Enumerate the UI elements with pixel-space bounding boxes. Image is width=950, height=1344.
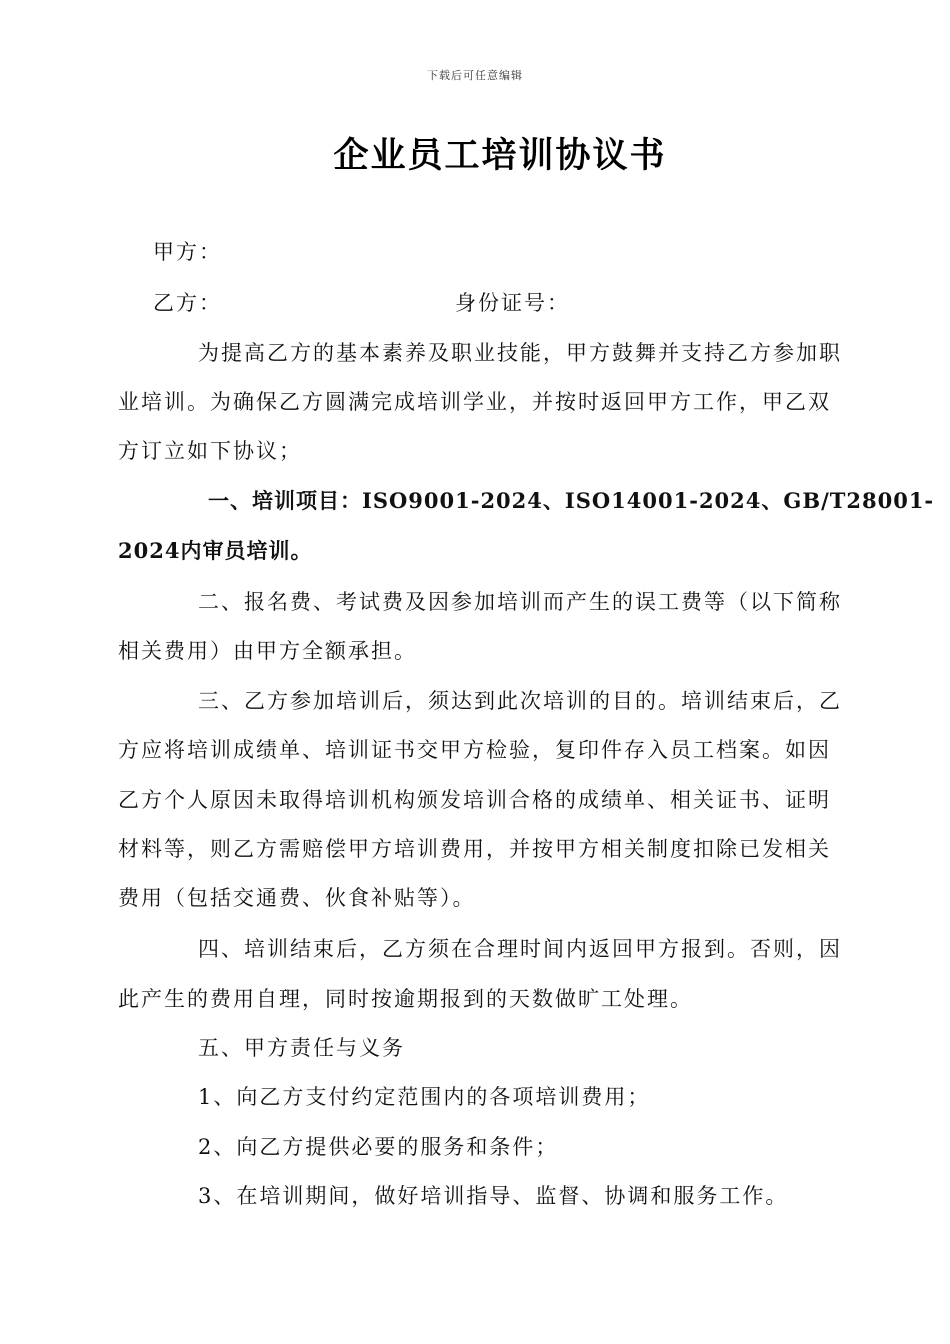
clause-3-line: 费用（包括交通费、伙食补贴等）。 — [118, 886, 476, 910]
clause-3-line: 乙方个人原因未取得培训机构颁发培训合格的成绩单、相关证书、证明 — [118, 788, 831, 812]
intro-line: 为提高乙方的基本素养及职业技能，甲方鼓舞并支持乙方参加职 — [198, 341, 842, 365]
clause-2-line: 二、报名费、考试费及因参加培训而产生的误工费等（以下简称 — [198, 590, 842, 614]
id-number-label: 身份证号： — [455, 291, 570, 315]
intro-line: 业培训。为确保乙方圆满完成培训学业，并按时返回甲方工作，甲乙双 — [118, 390, 831, 414]
clause-5-item: 2、向乙方提供必要的服务和条件； — [198, 1135, 559, 1159]
party-a-label: 甲方： — [153, 240, 222, 264]
header-note: 下载后可任意编辑 — [427, 69, 523, 82]
clause-3-line: 材料等，则乙方需赔偿甲方培训费用，并按甲方相关制度扣除已发相关 — [118, 837, 831, 861]
document-title: 企业员工培训协议书 — [333, 135, 667, 176]
intro-line: 方订立如下协议； — [118, 439, 302, 463]
clause-3-line: 三、乙方参加培训后，须达到此次培训的目的。培训结束后，乙 — [198, 689, 842, 713]
clause-5-item: 1、向乙方支付约定范围内的各项培训费用； — [198, 1085, 651, 1109]
clause-4-line: 四、培训结束后，乙方须在合理时间内返回甲方报到。否则，因 — [198, 937, 842, 961]
clause-1-line: 2024内审员培训。 — [118, 538, 313, 563]
clause-3-line: 方应将培训成绩单、培训证书交甲方检验，复印件存入员工档案。如因 — [118, 738, 831, 762]
clause-2-line: 相关费用）由甲方全额承担。 — [118, 639, 417, 663]
clause-1-line: 一、培训项目：ISO9001-2024、ISO14001-2024、GB/T28001- — [208, 488, 935, 513]
clause-4-line: 此产生的费用自理，同时按逾期报到的天数做旷工处理。 — [118, 987, 693, 1011]
party-b-label: 乙方： — [153, 291, 222, 315]
clause-5-item: 3、在培训期间，做好培训指导、监督、协调和服务工作。 — [198, 1184, 789, 1208]
clause-5-heading: 五、甲方责任与义务 — [198, 1036, 405, 1060]
